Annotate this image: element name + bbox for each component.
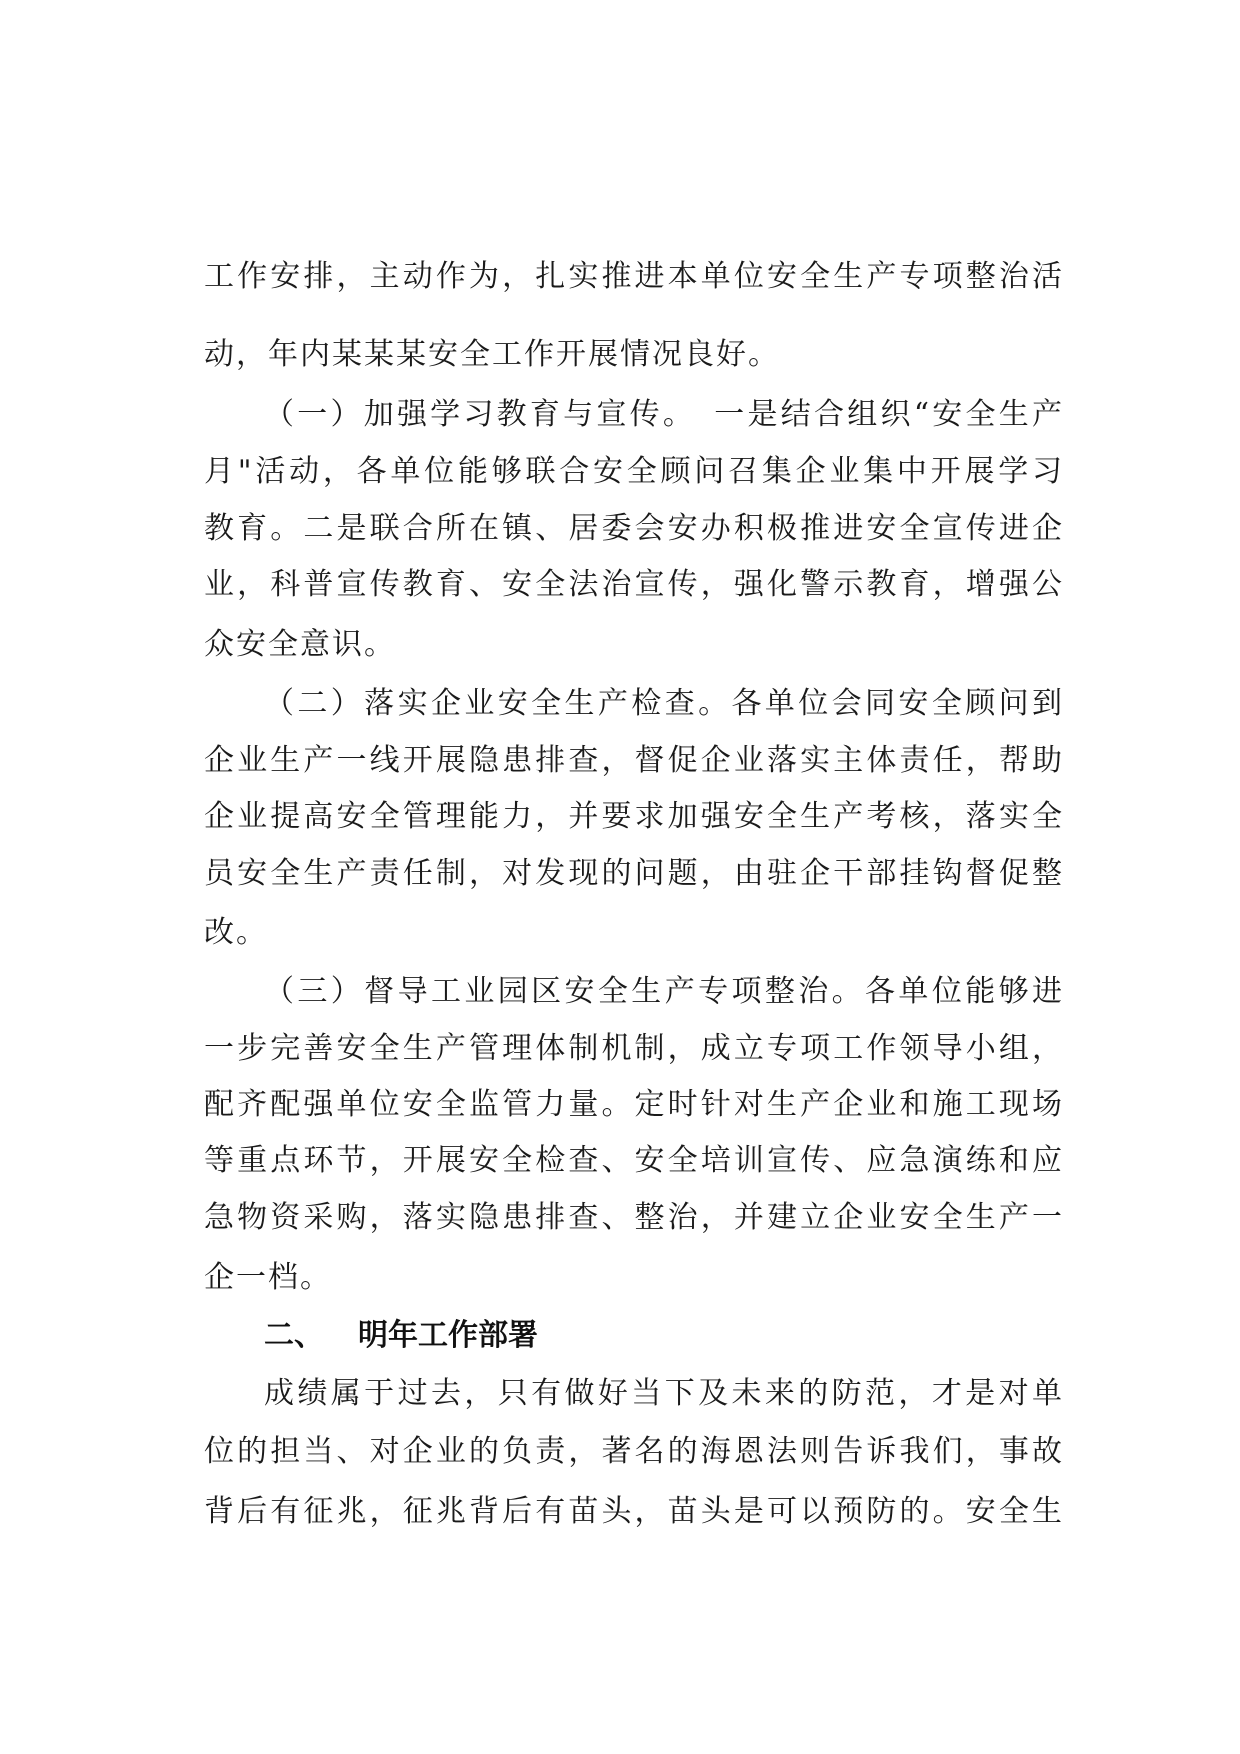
section-heading <box>264 1316 538 1356</box>
section-number: 二、 <box>264 1318 324 1353</box>
paragraph-line: 企业生产一线开展隐患排查，督促企业落实主体责任，帮助 <box>204 743 1064 778</box>
paragraph-line: 成绩属于过去，只有做好当下及未来的防范，才是对单 <box>264 1376 1064 1411</box>
paragraph-line: 员安全生产责任制，对发现的问题，由驻企干部挂钩督促整 <box>204 856 1064 891</box>
paragraph-line: （二）落实企业安全生产检查。各单位会同安全顾问到 <box>264 686 1064 721</box>
paragraph-line: 一步完善安全生产管理体制机制，成立专项工作领导小组， <box>204 1031 1064 1066</box>
paragraph-line: 位的担当、对企业的负责，著名的海恩法则告诉我们，事故 <box>204 1434 1064 1469</box>
paragraph-line: 众安全意识。 <box>204 627 396 662</box>
paragraph-line: （三）督导工业园区安全生产专项整治。各单位能够进 <box>264 974 1064 1009</box>
paragraph-line: 企一档。 <box>204 1260 332 1295</box>
section-title: 明年工作部署 <box>358 1318 538 1353</box>
paragraph-line: 月"活动，各单位能够联合安全顾问召集企业集中开展学习 <box>204 454 1064 489</box>
paragraph-line: 业，科普宣传教育、安全法治宣传，强化警示教育，增强公 <box>204 567 1064 602</box>
paragraph-line: 急物资采购，落实隐患排查、整治，并建立企业安全生产一 <box>204 1200 1064 1235</box>
paragraph-line: 配齐配强单位安全监管力量。定时针对生产企业和施工现场 <box>204 1087 1064 1122</box>
paragraph-line: 背后有征兆，征兆背后有苗头，苗头是可以预防的。安全生 <box>204 1494 1064 1529</box>
paragraph-line: 改。 <box>204 915 268 950</box>
paragraph-line: 动，年内某某某安全工作开展情况良好。 <box>204 337 780 372</box>
paragraph-line: （一）加强学习教育与宣传。 一是结合组织“安全生产 <box>264 397 1064 432</box>
paragraph-line: 工作安排，主动作为，扎实推进本单位安全生产专项整治活 <box>204 259 1064 294</box>
paragraph-line: 企业提高安全管理能力，并要求加强安全生产考核，落实全 <box>204 799 1064 834</box>
paragraph-line: 教育。二是联合所在镇、居委会安办积极推进安全宣传进企 <box>204 511 1064 546</box>
paragraph-line: 等重点环节，开展安全检查、安全培训宣传、应急演练和应 <box>204 1143 1064 1178</box>
